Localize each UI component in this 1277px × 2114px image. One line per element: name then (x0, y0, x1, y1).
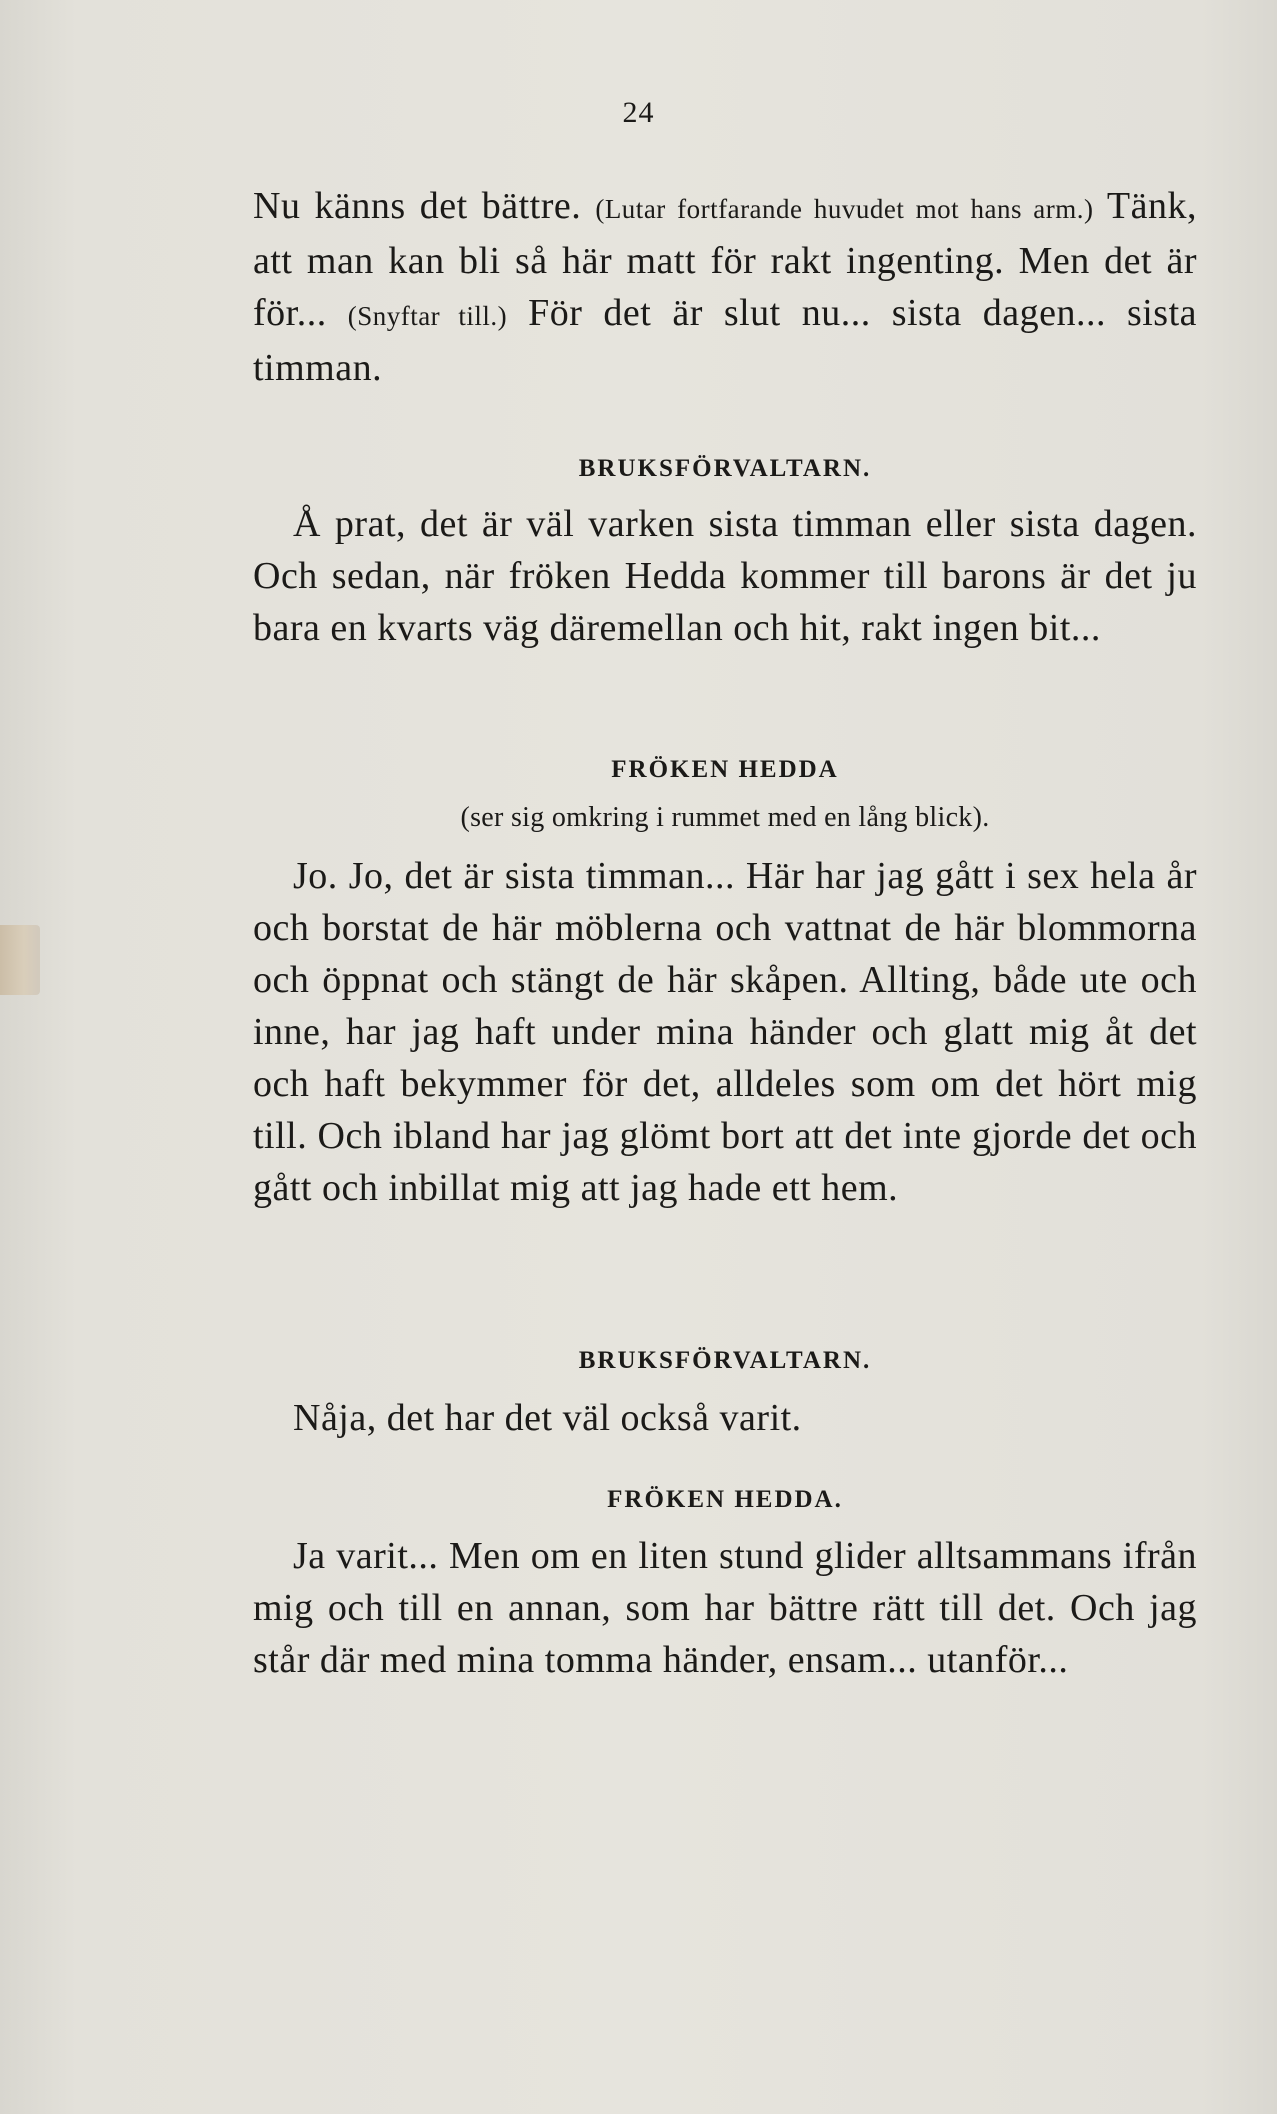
stage-direction: (ser sig omkring i rummet med en lång blick). (460, 802, 990, 833)
speaker-name: BRUKSFÖRVALTARN. (578, 1347, 872, 1374)
dialogue-passage-2 (253, 498, 1197, 654)
speaker-name: BRUKSFÖRVALTARN. (578, 455, 872, 482)
speaker-name: FRÖKEN HEDDA (611, 756, 839, 783)
dialogue-text: Nu känns det bättre. (253, 185, 582, 227)
stage-direction: (Snyftar till.) (347, 301, 508, 331)
dialogue-text: Jo. Jo, det är sista timman... Här har jag gått i sex hela år och borstat de här möblerna och vattnat de här blommorna och öppnat och stängt de här skåpen. Allting, både ute och inne, har jag haft under mina händer och glatt mig åt det och haft bekymmer för det, alldeles som om det hört mig till. Och ibland har jag glömt bort att det inte gjorde det och gått och inbillat mig att jag hade ett hem. (253, 855, 1197, 1209)
speaker-name: FRÖKEN HEDDA. (607, 1486, 843, 1513)
dialogue-text: Å prat, det är väl varken sista timman eller sista dagen. Och sedan, när fröken Hedda kommer till barons är det ju bara en kvarts väg däremellan och hit, rakt ingen bit... (253, 503, 1197, 649)
dialogue-text: För det är slut nu... sista dagen... sista timman. (253, 292, 1198, 389)
dialogue-passage-3 (253, 850, 1197, 1214)
binding-mark (0, 925, 40, 995)
dialogue-passage-5 (253, 1530, 1197, 1686)
dialogue-text: Nåja, det har det väl också varit. (293, 1397, 802, 1439)
dialogue-passage-4 (253, 1392, 1197, 1444)
stage-direction: (Lutar fortfarande huvudet mot hans arm.) (595, 194, 1094, 224)
dialogue-text: Tänk, att man kan bli så här matt för rakt ingenting. Men det är för... (253, 185, 1197, 334)
dialogue-text: Ja varit... Men om en liten stund glider alltsammans ifrån mig och till en annan, som har bättre rätt till det. Och jag står där med mina tomma händer, ensam... utanför... (253, 1535, 1197, 1681)
dialogue-passage-1 (253, 180, 1197, 394)
page-number: 24 (622, 96, 655, 129)
